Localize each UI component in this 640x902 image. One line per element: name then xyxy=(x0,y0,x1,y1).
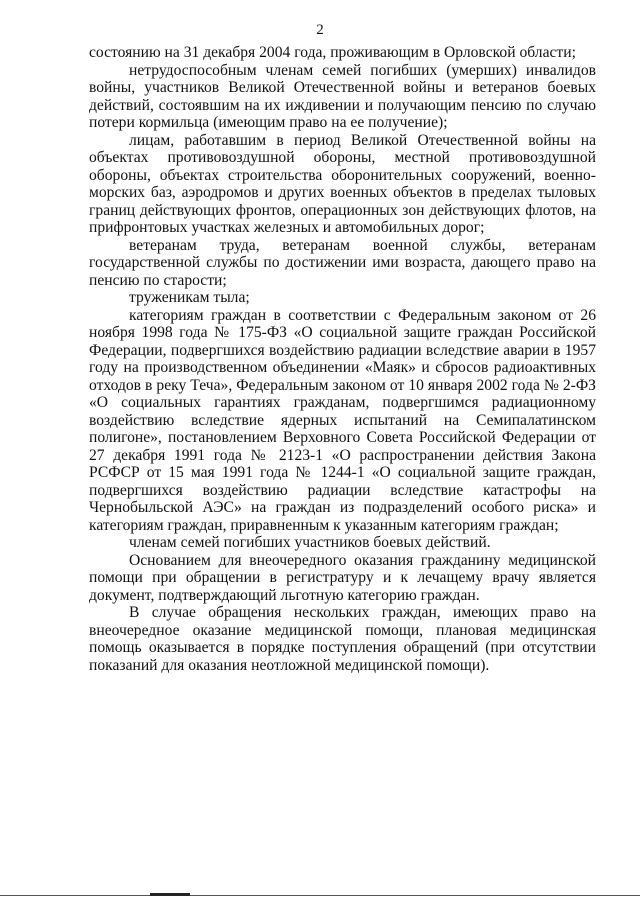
footer-mark xyxy=(150,893,190,896)
paragraph-continuation: состоянию на 31 декабря 2004 года, проживающим в Орловской области; xyxy=(89,44,576,61)
paragraph-radiation-categories: категориям граждан в соответствии с Федеральным законом от 26 ноября 1998 года № 175-ФЗ «О социальной защите граждан Российской Федерации, подвергшихся воздействию радиации вследствие аварии в 1957 году на производственном объединении «Маяк» и сбросов радиоактивных отходов в реку Теча», Федеральным законом от 10 января 2002 года № 2-ФЗ «О социальных гарантиях гражданам, подвергшимся радиационному воздействию вследствие ядерных испытаний на Семипалатинском полигоне», постановлением Верховного Совета Российской Федерации от 27 декабря 1991 года № 2123-1 «О распространении действия Закона РСФСР от 15 мая 1991 года № 1244-1 «О социальной защите граждан, подвергшихся воздействию радиации вследствие катастрофы на Чернобыльской АЭС» на граждан из подразделений особого риска» и категориям граждан, приравненным к указанным категориям граждан; xyxy=(89,306,596,534)
document-body xyxy=(89,44,596,674)
paragraph-basis: Основанием для внеочередного оказания гражданину медицинской помощи при обращении в регистратуру и к лечащему врачу является документ, подтверждающий льготную категорию граждан. xyxy=(89,551,596,604)
paragraph-order-of-service: В случае обращения нескольких граждан, имеющих право на внеочередное оказание медицинской помощи, плановая медицинская помощь оказывается в порядке поступления обращений (при отсутствии показаний для оказания неотложной медицинской помощи). xyxy=(89,604,596,674)
paragraph-family-members: нетрудоспособным членам семей погибших (умерших) инвалидов войны, участников Великой Отечественной войны и ветеранов боевых действий, состоявшим на их иждивении и получающим пенсию по случаю потери кормильца (имеющим право на ее получение); xyxy=(89,61,596,131)
page-number: 2 xyxy=(316,22,324,38)
paragraph-wartime-workers: лицам, работавшим в период Великой Отечественной войны на объектах противовоздушной обороны, местной противовоздушной обороны, объектах строительства оборонительных сооружений, военно-морских баз, аэродромов и других военных объектов в пределах тыловых границ действующих фронтов, операционных зон действующих флотов, на прифронтовых участках железных и автомобильных дорог; xyxy=(89,131,596,236)
footer-divider xyxy=(0,895,640,896)
paragraph-home-front-workers: труженикам тыла; xyxy=(129,289,250,306)
paragraph-combat-families: членам семей погибших участников боевых действий. xyxy=(129,534,491,551)
paragraph-labour-veterans: ветеранам труда, ветеранам военной службы, ветеранам государственной службы по достижении ими возраста, дающего право на пенсию по старости; xyxy=(89,236,596,289)
